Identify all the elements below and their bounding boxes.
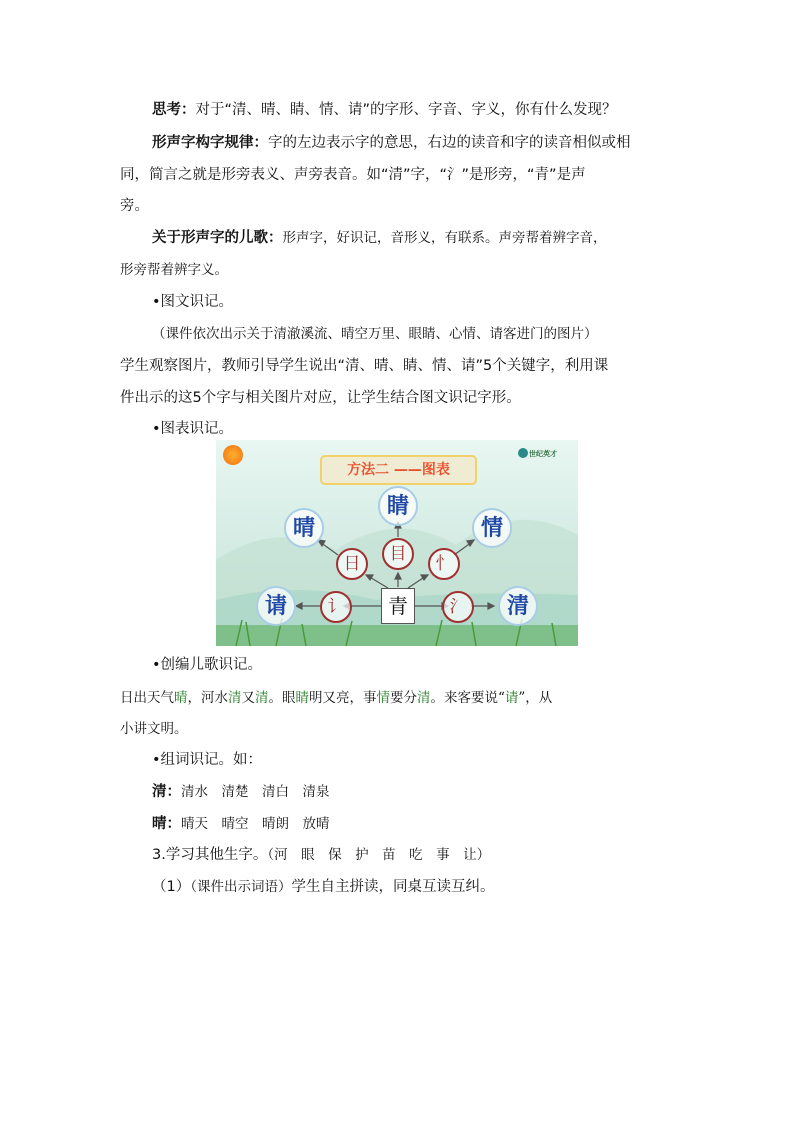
sun-icon: [223, 445, 243, 465]
center-char-qing: 青: [381, 588, 415, 624]
rule-text-2: 同，简言之就是形旁表义、声旁表音。如“清”字，“氵”是形旁，“青”是声: [120, 167, 586, 183]
green-char: 请: [504, 690, 519, 706]
rule-text-1: 字的左边表示字的意思，右边的读音和字的读音相似或相: [268, 135, 631, 151]
logo-icon: [518, 448, 528, 458]
picture-text-3: 件出示的这5个字与相关图片对应，让学生结合图文识记字形。: [120, 390, 521, 406]
item-1-text: 学生自主拼读，同桌互读互纠。: [291, 879, 495, 895]
green-char: 清: [255, 690, 269, 706]
bullet-song: •创编儿歌识记。: [152, 657, 263, 673]
think-text: 对于“清、晴、睛、情、请”的字形、字音、字义，你有什么发现？: [195, 102, 617, 118]
song-text-2: 形旁帮着辨字义。: [120, 262, 228, 278]
item-1-note: （课件出示词语）: [190, 879, 292, 895]
rule-paragraph-line1: [152, 133, 712, 153]
picture-note: （课件依次出示关于清澈溪流、晴空万里、眼睛、心情、请客进门的图片）: [152, 326, 598, 342]
char-qing-sunny: 晴: [284, 508, 324, 548]
words-qing2: [152, 814, 712, 834]
green-char: 晴: [174, 690, 188, 706]
song-line-1: 日出天气晴，河水清又清。眼睛明又亮，事情要分清。来客要说“请”，从: [120, 690, 553, 706]
radical-shui: 氵: [442, 591, 474, 623]
section-3-chars: （河 眼 保 护 苗 吃 事 让）: [267, 847, 491, 863]
green-char: 清: [228, 690, 242, 706]
song-text-1: 形声字，好识记，音形义，有联系。声旁帮着辨字音，: [282, 230, 607, 246]
item-1-num: （1）: [152, 879, 191, 895]
words-qing-list: 清水 清楚 清白 清泉: [181, 784, 330, 800]
item-1: [152, 877, 712, 897]
think-paragraph: [152, 100, 712, 120]
radical-mu: 目: [382, 538, 414, 570]
logo-text: 世纪英才: [529, 450, 557, 458]
rule-label: 形声字构字规律：: [152, 135, 268, 151]
char-qing-clear: 清: [498, 586, 538, 626]
words-qing: [152, 782, 712, 802]
radical-diagram-image: [216, 440, 578, 646]
rule-text-3: 旁。: [120, 198, 149, 214]
radical-yan: 讠: [320, 591, 352, 623]
green-char: 睛: [295, 690, 309, 706]
think-label: 思考：: [152, 102, 196, 118]
char-jing-eye: 睛: [378, 486, 418, 526]
words-qing-label: 清：: [152, 784, 181, 800]
bullet-words: •组词识记。如：: [152, 752, 263, 768]
bullet-picture-text: •图文识记。: [152, 294, 234, 310]
char-qing-feeling: 情: [472, 508, 512, 548]
song-label: 关于形声字的儿歌：: [152, 230, 283, 246]
char-qing-please: 请: [256, 586, 296, 626]
words-qing2-label: 晴：: [152, 816, 181, 832]
green-char: 清: [417, 690, 431, 706]
radical-xin: 忄: [428, 548, 460, 580]
section-3: [152, 845, 712, 865]
song-line-2: 小讲文明。: [120, 721, 188, 737]
picture-text-2: 学生观察图片，教师引导学生说出“清、晴、睛、情、请”5个关键字，利用课: [120, 358, 609, 374]
song-paragraph-line1: [152, 228, 712, 248]
radical-ri: 日: [336, 548, 368, 580]
green-char: 情: [376, 690, 390, 706]
section-3-text: 3.学习其他生字。: [152, 847, 268, 863]
diagram-title: 方法二 ——图表: [320, 455, 477, 485]
bullet-chart: •图表识记。: [152, 421, 234, 437]
words-qing2-list: 晴天 晴空 晴朗 放晴: [181, 816, 330, 832]
